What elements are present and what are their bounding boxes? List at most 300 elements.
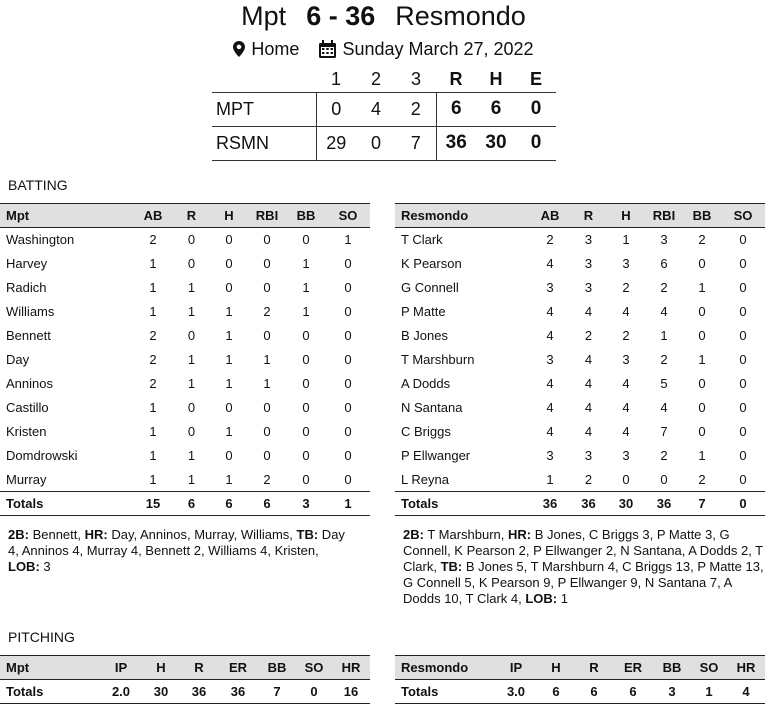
stat-cell: 3 (584, 232, 593, 248)
stat-cell: 2 (149, 376, 157, 391)
stat-cell: 0 (698, 424, 706, 439)
stat-cell: 3 (653, 680, 691, 704)
player-row (395, 228, 765, 252)
r-header: R (173, 204, 210, 228)
ab-header: AB (133, 204, 173, 228)
stat-cell: 4 (622, 400, 630, 415)
player-name: Williams (6, 304, 55, 319)
player-name: C Briggs (401, 424, 451, 439)
inning-score: 0 (316, 92, 356, 126)
hr-header: HR (332, 656, 370, 680)
stat-cell: 0 (344, 471, 352, 487)
er-header: ER (218, 656, 258, 680)
r-header: R (570, 204, 607, 228)
stat-cell: 0 (302, 352, 310, 367)
stat-cell: 4 (660, 304, 668, 319)
stat-cell: 2 (263, 471, 271, 487)
player-name: G Connell (401, 280, 459, 295)
stat-cell: 0 (344, 304, 352, 319)
inning-score: 29 (316, 126, 356, 160)
stat-cell: 0 (225, 400, 233, 415)
location (233, 39, 299, 60)
stat-cell: 0 (302, 448, 310, 463)
line-score-row (212, 92, 556, 126)
stat-cell: 6 (210, 492, 248, 516)
stat-cell: 2 (660, 352, 668, 367)
stat-cell: 0 (225, 232, 233, 248)
hits-header: H (489, 69, 503, 90)
inning-header: 2 (370, 69, 381, 90)
stat-cell: 2 (698, 232, 706, 248)
total-bases-label: TB: (440, 559, 463, 574)
stat-cell: 0 (739, 471, 747, 487)
stat-cell: 4 (546, 424, 554, 439)
stat-cell: 2 (546, 232, 554, 248)
bb-header: BB (258, 656, 296, 680)
stat-cell: 0 (721, 492, 765, 516)
inning-header: 3 (410, 69, 421, 90)
team-column-header: Resmondo (395, 656, 495, 680)
home-batting-table (395, 203, 765, 516)
away-pitching-table (0, 655, 370, 704)
stat-cell: 3 (622, 352, 630, 367)
stat-cell: 1 (187, 376, 196, 391)
stat-cell: 0 (263, 400, 271, 415)
errors-total: 0 (516, 126, 556, 160)
runs-header: R (449, 69, 463, 90)
stat-cell: 3 (622, 448, 630, 463)
player-row (0, 420, 370, 444)
homeruns-label: HR: (508, 527, 532, 542)
stat-cell: 0 (344, 328, 352, 343)
stat-cell: 16 (332, 680, 370, 704)
home-team-name: Resmondo (395, 0, 526, 31)
stat-cell: 0 (187, 232, 196, 248)
stat-cell: 1 (225, 328, 233, 343)
lob-text: 3 (39, 559, 51, 574)
batting-header-row (395, 204, 765, 228)
stat-cell: 4 (727, 680, 765, 704)
stat-cell: 0 (302, 376, 310, 391)
player-row (0, 300, 370, 324)
stat-cell: 3 (622, 256, 630, 271)
stat-cell: 36 (180, 680, 218, 704)
stat-cell: 0 (739, 424, 747, 439)
totals-row (0, 680, 370, 704)
stat-cell: 2 (622, 280, 630, 295)
runs-total: 6 (436, 92, 476, 126)
stat-cell: 1 (149, 400, 157, 415)
stat-cell: 0 (739, 352, 747, 367)
stat-cell: 0 (698, 376, 706, 391)
stat-cell: 0 (698, 400, 706, 415)
stat-cell: 6 (575, 680, 613, 704)
h-header: H (210, 204, 248, 228)
stat-cell: 4 (622, 424, 630, 439)
player-row (0, 228, 370, 252)
h-header: H (607, 204, 645, 228)
stat-cell: 0 (187, 328, 196, 343)
stat-cell: 4 (622, 304, 630, 319)
stat-cell: 1 (326, 492, 370, 516)
line-score-team: RSMN (212, 126, 316, 160)
player-row (0, 468, 370, 492)
stat-cell: 0 (344, 448, 352, 463)
stat-cell: 0 (302, 400, 310, 415)
stat-cell: 36 (530, 492, 570, 516)
player-name: Kristen (6, 424, 47, 439)
batting-header-row (0, 204, 370, 228)
inning-score: 2 (396, 92, 436, 126)
stat-cell: 30 (142, 680, 180, 704)
player-row (395, 252, 765, 276)
team-col-header (212, 68, 316, 92)
player-name: Harvey (6, 256, 48, 271)
pitching-header-row (395, 656, 765, 680)
hits-total: 6 (476, 92, 516, 126)
stat-cell: 3 (584, 448, 593, 463)
stat-cell: 5 (660, 376, 668, 391)
player-row (395, 372, 765, 396)
calendar-icon (319, 40, 336, 58)
player-name: T Clark (401, 232, 443, 248)
totals-label: Totals (395, 492, 530, 516)
stat-cell: 3 (660, 232, 668, 248)
stat-cell: 4 (584, 400, 593, 415)
homeruns-label: HR: (84, 527, 108, 542)
stat-cell: 1 (225, 376, 233, 391)
ip-header: IP (495, 656, 537, 680)
player-row (0, 252, 370, 276)
game-meta (0, 37, 767, 61)
player-row (395, 300, 765, 324)
stat-cell: 3 (546, 280, 554, 295)
stat-cell: 2 (263, 304, 271, 319)
player-row (0, 444, 370, 468)
homeruns-text: B Jones, C Briggs 3, P Matte 3, G Connell, K Pearson 2, P Ellwanger 2, N Santana, A Dodds 2, T Clark, (403, 527, 763, 574)
stat-cell: 0 (263, 280, 271, 295)
stat-cell: 1 (149, 471, 157, 487)
player-row (0, 276, 370, 300)
lob-label: LOB: (8, 559, 40, 574)
stat-cell: 0 (698, 328, 706, 343)
player-name: Bennett (6, 328, 51, 343)
player-name: Domdrowski (6, 448, 78, 463)
stat-cell: 36 (645, 492, 683, 516)
stat-cell: 1 (225, 352, 233, 367)
line-score-row (212, 126, 556, 160)
player-name: A Dodds (401, 376, 451, 391)
player-name: T Marshburn (401, 352, 475, 367)
stat-cell: 15 (133, 492, 173, 516)
so-header: SO (721, 204, 765, 228)
stat-cell: 1 (622, 232, 630, 248)
stat-cell: 4 (660, 400, 668, 415)
stat-cell: 1 (225, 471, 233, 487)
stat-cell: 4 (546, 256, 554, 271)
player-name: Radich (6, 280, 47, 295)
stat-cell: 0 (344, 424, 352, 439)
hr-header: HR (727, 656, 765, 680)
stat-cell: 4 (584, 424, 593, 439)
stat-cell: 1 (302, 280, 310, 295)
h-header: H (537, 656, 575, 680)
ip-header: IP (100, 656, 142, 680)
stat-cell: 0 (225, 280, 233, 295)
stat-cell: 0 (302, 232, 310, 248)
so-header: SO (691, 656, 727, 680)
runs-total: 36 (436, 126, 476, 160)
rbi-header: RBI (645, 204, 683, 228)
bb-header: BB (653, 656, 691, 680)
date-label: Sunday March 27, 2022 (342, 38, 534, 59)
stat-cell: 1 (344, 232, 352, 248)
lob-label: LOB: (525, 591, 558, 606)
stat-cell: 1 (149, 280, 157, 295)
stat-cell: 3.0 (495, 680, 537, 704)
stat-cell: 0 (739, 280, 747, 295)
stat-cell: 0 (739, 328, 747, 343)
stat-cell: 0 (739, 448, 747, 463)
r-header: R (180, 656, 218, 680)
stat-cell: 1 (149, 256, 157, 271)
stat-cell: 0 (263, 424, 271, 439)
stat-cell: 1 (302, 256, 310, 271)
stat-cell: 1 (225, 304, 233, 319)
stat-cell: 0 (187, 400, 196, 415)
player-name: Washington (6, 232, 75, 248)
stat-cell: 0 (302, 328, 310, 343)
stat-cell: 0 (698, 304, 706, 319)
so-header: SO (296, 656, 332, 680)
stat-cell: 0 (225, 448, 233, 463)
inning-header: 1 (330, 69, 341, 90)
player-name: P Matte (401, 304, 446, 319)
stat-cell: 0 (622, 471, 630, 487)
errors-total: 0 (516, 92, 556, 126)
player-name: N Santana (401, 400, 463, 415)
stat-cell: 1 (263, 376, 271, 391)
away-batting-notes (8, 527, 353, 575)
stat-cell: 2 (149, 328, 157, 343)
stat-cell: 2 (660, 448, 668, 463)
stat-cell: 3 (584, 256, 593, 271)
stat-cell: 0 (263, 256, 271, 271)
stat-cell: 2 (149, 352, 157, 367)
player-row (395, 468, 765, 492)
stat-cell: 1 (187, 304, 196, 319)
doubles-label: 2B: (8, 527, 29, 542)
h-header: H (142, 656, 180, 680)
stat-cell: 7 (258, 680, 296, 704)
inning-score: 4 (356, 92, 396, 126)
stat-cell: 36 (570, 492, 607, 516)
stat-cell: 4 (584, 352, 593, 367)
player-name: Murray (6, 471, 47, 487)
totals-label: Totals (0, 492, 133, 516)
stat-cell: 0 (302, 424, 310, 439)
map-pin-icon (233, 41, 245, 57)
player-row (395, 348, 765, 372)
stat-cell: 3 (286, 492, 326, 516)
stat-cell: 4 (546, 376, 554, 391)
stat-cell: 0 (739, 304, 747, 319)
stat-cell: 0 (302, 471, 310, 487)
stat-cell: 1 (187, 471, 196, 487)
stat-cell: 0 (225, 256, 233, 271)
stat-cell: 0 (263, 328, 271, 343)
stat-cell: 3 (546, 448, 554, 463)
doubles-label: 2B: (403, 527, 424, 542)
stat-cell: 1 (149, 448, 157, 463)
player-name: P Ellwanger (401, 448, 471, 463)
player-name: Anninos (6, 376, 53, 391)
location-label: Home (251, 38, 300, 59)
team-column-header: Resmondo (395, 204, 530, 228)
batting-section-title: BATTING (8, 177, 68, 193)
player-row (395, 396, 765, 420)
homeruns-text: Day, Anninos, Murray, Williams, (107, 527, 297, 542)
player-row (395, 276, 765, 300)
stat-cell: 0 (187, 256, 196, 271)
stat-cell: 4 (546, 400, 554, 415)
doubles-text: T Marshburn, (423, 527, 509, 542)
stat-cell: 0 (739, 256, 747, 271)
line-score-header (212, 68, 556, 92)
stat-cell: 2 (622, 328, 630, 343)
player-row (0, 324, 370, 348)
line-score (212, 68, 556, 161)
inning-score: 7 (396, 126, 436, 160)
stat-cell: 1 (546, 471, 554, 487)
rbi-header: RBI (248, 204, 286, 228)
stat-cell: 1 (149, 304, 157, 319)
stat-cell: 0 (739, 232, 747, 248)
player-name: Day (6, 352, 30, 367)
player-name: K Pearson (401, 256, 462, 271)
stat-cell: 36 (218, 680, 258, 704)
so-header: SO (326, 204, 370, 228)
away-team-name: Mpt (241, 0, 287, 31)
stat-cell: 2 (584, 328, 593, 343)
stat-cell: 0 (296, 680, 332, 704)
stat-cell: 1 (698, 280, 706, 295)
player-row (0, 372, 370, 396)
stat-cell: 1 (149, 424, 157, 439)
total-bases-label: TB: (296, 527, 319, 542)
stat-cell: 0 (739, 400, 747, 415)
stat-cell: 1 (225, 424, 233, 439)
totals-label: Totals (0, 680, 100, 704)
stat-cell: 1 (302, 304, 310, 319)
stat-cell: 3 (584, 280, 593, 295)
player-name: L Reyna (401, 471, 449, 487)
stat-cell: 6 (660, 256, 668, 271)
inning-score: 0 (356, 126, 396, 160)
player-name: B Jones (401, 328, 448, 343)
stat-cell: 2 (584, 471, 593, 487)
stat-cell: 4 (622, 376, 630, 391)
stat-cell: 1 (691, 680, 727, 704)
stat-cell: 1 (187, 280, 196, 295)
stat-cell: 0 (344, 400, 352, 415)
home-pitching-table (395, 655, 765, 704)
stat-cell: 3 (546, 352, 554, 367)
er-header: ER (613, 656, 653, 680)
stat-cell: 1 (263, 352, 271, 367)
stat-cell: 2 (660, 280, 668, 295)
total-bases-text: B Jones 5, T Marshburn 4, C Briggs 13, P Matte 13, G Connell 5, K Pearson 9, P Ellwanger 9, N Santana 7, A Dodds 10, T Clark 4, (403, 559, 764, 606)
doubles-text: Bennett, (28, 527, 85, 542)
stat-cell: 2 (149, 232, 157, 248)
player-row (395, 444, 765, 468)
pitching-section-title: PITCHING (8, 629, 75, 645)
stat-cell: 0 (263, 232, 271, 248)
stat-cell: 0 (739, 376, 747, 391)
stat-cell: 4 (546, 328, 554, 343)
final-score: 6 - 36 (306, 0, 376, 31)
stat-cell: 1 (698, 352, 706, 367)
total-bases-text: Day 4, Anninos 4, Murray 4, Bennett 2, Williams 4, Kristen, (8, 527, 345, 558)
ab-header: AB (530, 204, 570, 228)
game-date (319, 39, 533, 60)
stat-cell: 0 (344, 352, 352, 367)
game-title (0, 0, 767, 32)
stat-cell: 1 (660, 328, 668, 343)
player-row (395, 324, 765, 348)
hits-total: 30 (476, 126, 516, 160)
stat-cell: 6 (173, 492, 210, 516)
stat-cell: 1 (187, 448, 196, 463)
stat-cell: 6 (537, 680, 575, 704)
stat-cell: 6 (248, 492, 286, 516)
stat-cell: 0 (344, 376, 352, 391)
errors-header: E (529, 69, 542, 90)
pitching-header-row (0, 656, 370, 680)
stat-cell: 4 (584, 304, 593, 319)
r-header: R (575, 656, 613, 680)
bb-header: BB (683, 204, 721, 228)
player-row (0, 396, 370, 420)
lob-text: 1 (557, 591, 568, 606)
stat-cell: 0 (344, 256, 352, 271)
totals-row (395, 492, 765, 516)
stat-cell: 7 (683, 492, 721, 516)
stat-cell: 0 (263, 448, 271, 463)
stat-cell: 1 (698, 448, 706, 463)
stat-cell: 6 (613, 680, 653, 704)
stat-cell: 0 (660, 471, 668, 487)
totals-row (0, 492, 370, 516)
totals-row (395, 680, 765, 704)
away-batting-table (0, 203, 370, 516)
home-batting-notes (403, 527, 765, 607)
team-column-header: Mpt (0, 204, 133, 228)
team-column-header: Mpt (0, 656, 100, 680)
stat-cell: 0 (187, 424, 196, 439)
stat-cell: 1 (187, 352, 196, 367)
stat-cell: 0 (344, 280, 352, 295)
player-row (0, 348, 370, 372)
player-row (395, 420, 765, 444)
stat-cell: 4 (546, 304, 554, 319)
line-score-team: MPT (212, 92, 316, 126)
stat-cell: 7 (660, 424, 668, 439)
stat-cell: 0 (698, 256, 706, 271)
player-name: Castillo (6, 400, 49, 415)
stat-cell: 4 (584, 376, 593, 391)
bb-header: BB (286, 204, 326, 228)
